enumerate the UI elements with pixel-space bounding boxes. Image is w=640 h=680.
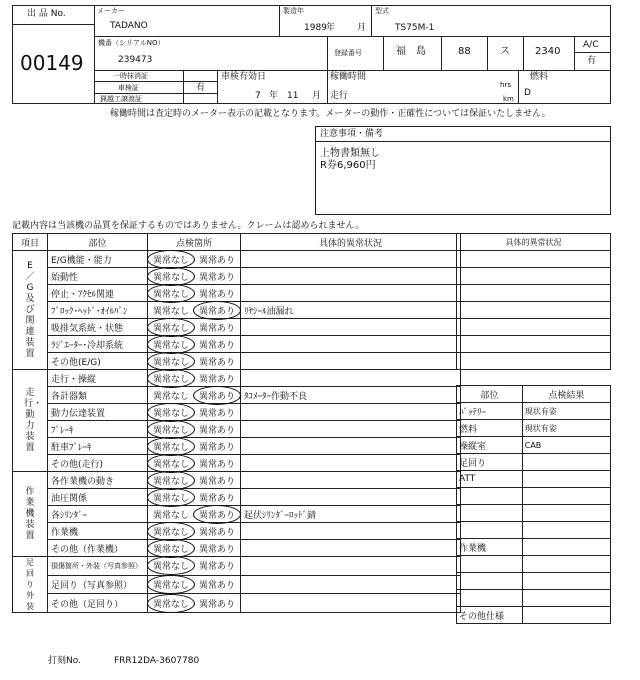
part-cell <box>48 557 148 576</box>
part-cell <box>48 404 148 421</box>
check-ok-option[interactable]: 異常なし <box>148 440 194 453</box>
part-cell <box>48 472 148 489</box>
part-name: 各ｼﾘﾝﾀﾞｰ <box>51 510 88 521</box>
detail-cell <box>241 370 461 387</box>
part-name: 吸排気系統・状態 <box>51 323 124 334</box>
table-row <box>13 251 461 268</box>
registration-number: 2340 <box>535 46 561 57</box>
check-ng-option[interactable]: 異常あり <box>194 304 240 317</box>
check-cell <box>148 575 241 594</box>
valid-date-label: 車検有効日 <box>221 72 267 82</box>
detail-text: ﾘﾔｼｰﾙ油漏れ <box>244 306 294 317</box>
part-cell <box>48 575 148 594</box>
check-ok-option[interactable]: 異常なし <box>148 372 194 385</box>
check-cell <box>148 540 241 557</box>
part-name: その他（作業機） <box>51 544 124 555</box>
check-ng-option[interactable]: 異常あり <box>198 493 235 504</box>
right-detail-cell <box>457 268 611 285</box>
check-ok-option[interactable]: 異常なし <box>148 355 194 368</box>
maker-value: TADANO <box>110 21 148 31</box>
check-ng-option[interactable]: 異常あり <box>198 323 235 334</box>
right-detail-cell <box>457 319 611 336</box>
right-detail-row <box>457 268 611 285</box>
group-title <box>13 472 48 557</box>
check-ok-option[interactable]: 異常なし <box>148 578 194 591</box>
part-result-table <box>456 385 611 624</box>
check-ok-option[interactable]: 異常なし <box>152 510 189 521</box>
detail-text: ﾀｺﾒｰﾀｰ作動不良 <box>244 391 308 402</box>
group-title-text: E／G及び関連装置 <box>25 260 35 359</box>
result-row <box>457 403 611 420</box>
detail-cell <box>241 540 461 557</box>
temp-cert-label: 一時抹消証 <box>113 72 148 80</box>
group-title-text: 足回り外装 <box>26 558 34 611</box>
check-cell <box>148 438 241 455</box>
table-row <box>13 421 461 438</box>
year-value: 1989 <box>304 23 327 33</box>
right-detail-cell <box>457 353 611 370</box>
check-cell <box>148 594 241 613</box>
check-ng-option[interactable]: 異常あり <box>198 289 235 300</box>
result-value <box>522 590 610 607</box>
check-ng-option[interactable]: 異常あり <box>198 357 235 368</box>
registration-label: 登録番号 <box>334 49 362 57</box>
month-unit: 月 <box>357 23 367 33</box>
result-value <box>522 607 610 624</box>
remarks-label: 注意事項・備考 <box>320 129 384 139</box>
check-ok-option[interactable]: 異常なし <box>148 287 194 300</box>
detail-cell <box>241 575 461 594</box>
check-ng-option[interactable]: 異常あり <box>198 272 235 283</box>
right-detail-cell <box>457 251 611 268</box>
result-value: CAB <box>522 437 610 454</box>
part-cell <box>48 455 148 472</box>
detail-cell <box>241 438 461 455</box>
part-name: 駐車ﾌﾞﾚｰｷ <box>51 442 92 453</box>
result-value <box>522 505 610 522</box>
check-ng-option[interactable]: 異常あり <box>198 255 235 266</box>
stamp-value: FRR12DA-3607780 <box>114 656 200 666</box>
check-ok-option[interactable]: 異常なし <box>152 391 189 402</box>
detail-cell <box>241 455 461 472</box>
lot-number: 00149 <box>20 51 84 75</box>
part-name: 走行・操縦 <box>51 374 97 385</box>
right-detail-table <box>456 233 611 370</box>
part-name: 損傷箇所・外装（写真参照） <box>51 561 142 570</box>
inspection-table <box>12 233 461 613</box>
part-name: E/G機能・能力 <box>51 255 112 266</box>
result-row <box>457 539 611 556</box>
table-row <box>13 336 461 353</box>
col-result-value: 点検結果 <box>522 386 610 403</box>
part-cell <box>48 370 148 387</box>
check-ng-option[interactable]: 異常あり <box>198 527 235 538</box>
part-cell <box>48 421 148 438</box>
result-part: 足回り <box>457 454 523 471</box>
result-row <box>457 454 611 471</box>
check-ok-option[interactable]: 異常なし <box>148 491 194 504</box>
check-ok-option[interactable]: 異常なし <box>148 270 194 283</box>
check-ok-option[interactable]: 異常なし <box>148 457 194 470</box>
inspection-cert-label: 車検証 <box>118 84 139 92</box>
table-row <box>13 302 461 319</box>
fuel-value: D <box>524 88 531 98</box>
check-ok-option[interactable]: 異常なし <box>148 321 194 334</box>
result-value <box>522 522 610 539</box>
remarks-line-1: 上物書類無し <box>320 148 380 159</box>
col-check: 点検箇所 <box>148 234 241 251</box>
inspection-cert-value: 有 <box>196 83 206 93</box>
result-part: 作業機 <box>457 539 523 556</box>
result-row <box>457 522 611 539</box>
detail-cell <box>241 489 461 506</box>
check-ng-option[interactable]: 異常あり <box>194 508 240 521</box>
part-name: 動力伝達装置 <box>51 408 106 419</box>
registration-area: 福 島 <box>396 46 426 57</box>
check-cell <box>148 404 241 421</box>
registration-class: 88 <box>458 46 471 57</box>
part-cell <box>48 489 148 506</box>
check-cell <box>148 251 241 268</box>
remarks-line-2: R券6,960円 <box>320 160 376 171</box>
model-label: 型式 <box>375 7 389 15</box>
table-row <box>13 319 461 336</box>
part-cell <box>48 353 148 370</box>
result-row <box>457 471 611 488</box>
result-value: 現状有姿 <box>522 403 610 420</box>
detail-cell <box>241 319 461 336</box>
check-cell <box>148 489 241 506</box>
inspection-header-row <box>13 234 461 251</box>
part-name: 始動性 <box>51 272 79 283</box>
hours-label: 稼働時間 <box>330 72 367 82</box>
result-part: 操縦室 <box>457 437 523 454</box>
table-row <box>13 506 461 523</box>
table-row <box>13 387 461 404</box>
result-part: 燃料 <box>457 420 523 437</box>
check-cell <box>148 506 241 523</box>
detail-cell <box>241 268 461 285</box>
result-row <box>457 488 611 505</box>
col-part: 部位 <box>48 234 148 251</box>
check-ok-option[interactable]: 異常なし <box>148 542 194 555</box>
stamp-label: 打刻No. <box>48 656 81 666</box>
result-part: ﾊﾞｯﾃﾘｰ <box>457 403 523 420</box>
check-cell <box>148 319 241 336</box>
check-cell <box>148 421 241 438</box>
check-cell <box>148 285 241 302</box>
result-value <box>522 471 610 488</box>
detail-cell <box>241 336 461 353</box>
check-cell <box>148 523 241 540</box>
table-row <box>13 268 461 285</box>
table-row <box>13 557 461 576</box>
table-row <box>13 455 461 472</box>
right-detail-title: 具体的異常状況 <box>457 234 611 251</box>
part-cell <box>48 506 148 523</box>
part-name: 油圧関係 <box>51 493 88 504</box>
check-ng-option[interactable]: 異常あり <box>198 408 235 419</box>
check-ng-option[interactable]: 異常あり <box>198 425 235 436</box>
right-detail-cell <box>457 285 611 302</box>
part-cell <box>48 523 148 540</box>
check-ok-option[interactable]: 異常なし <box>148 597 194 610</box>
check-ok-option[interactable]: 異常なし <box>148 253 194 266</box>
check-ok-option[interactable]: 異常なし <box>148 525 194 538</box>
check-cell <box>148 455 241 472</box>
fuel-label: 燃料 <box>530 72 549 82</box>
result-part <box>457 556 523 573</box>
table-row <box>13 285 461 302</box>
registration-kana: ス <box>500 46 510 57</box>
part-name: その他(E/G) <box>51 357 101 368</box>
col-item: 項目 <box>13 234 48 251</box>
right-detail-row <box>457 285 611 302</box>
check-ng-option[interactable]: 異常あり <box>198 374 235 385</box>
table-row <box>13 594 461 613</box>
year-label: 製造年 <box>283 7 304 15</box>
valid-month-unit: 月 <box>312 91 322 101</box>
part-name: ﾌﾞﾛｯｸ･ﾍｯﾄﾞ･ｵｲﾙﾊﾟﾝ <box>51 306 128 317</box>
check-ok-option[interactable]: 異常なし <box>148 559 194 572</box>
lot-label: 出 品 No. <box>27 9 66 19</box>
table-row <box>13 489 461 506</box>
run-label: 走行 <box>330 91 349 101</box>
maker-label: メーカー <box>97 7 125 15</box>
right-detail-row <box>457 319 611 336</box>
result-value <box>522 454 610 471</box>
right-detail-row <box>457 251 611 268</box>
check-cell <box>148 387 241 404</box>
part-name: 各計器類 <box>51 391 88 402</box>
part-name: 各作業機の動き <box>51 476 115 487</box>
detail-cell <box>241 387 461 404</box>
table-row <box>13 404 461 421</box>
result-row <box>457 505 611 522</box>
group-title-text: 作業機装置 <box>25 486 35 541</box>
result-row <box>457 437 611 454</box>
part-cell <box>48 540 148 557</box>
check-ng-option[interactable]: 異常あり <box>198 476 235 487</box>
table-row <box>13 472 461 489</box>
result-part <box>457 573 523 590</box>
meter-note: 稼働時間は査定時のメーター表示の記載となります。メーターの動作・正確性については保証いたしません。 <box>110 109 551 119</box>
detail-cell <box>241 523 461 540</box>
part-cell <box>48 387 148 404</box>
detail-cell <box>241 472 461 489</box>
right-detail-row <box>457 302 611 319</box>
part-name: ﾗｼﾞｴｰﾀｰ･冷却系統 <box>51 340 124 351</box>
part-cell <box>48 319 148 336</box>
detail-cell <box>241 557 461 576</box>
part-cell <box>48 251 148 268</box>
check-ng-option[interactable]: 異常あり <box>198 544 235 555</box>
check-ng-option[interactable]: 異常あり <box>198 599 235 610</box>
group-title <box>13 557 48 613</box>
part-name: その他（足回り） <box>51 599 124 610</box>
serial-label: 機番（シリアルNO） <box>98 39 165 47</box>
ac-label: A/C <box>583 40 599 50</box>
group-title <box>13 370 48 472</box>
part-cell <box>48 594 148 613</box>
detail-cell <box>241 594 461 613</box>
ac-value: 有 <box>587 56 597 66</box>
part-name: 作業機 <box>51 527 79 538</box>
check-ok-option[interactable]: 異常なし <box>148 338 194 351</box>
result-value <box>522 488 610 505</box>
detail-text: 起伏ｼﾘﾝﾀﾞｰﾛｯﾄﾞ錆 <box>244 510 317 521</box>
part-cell <box>48 438 148 455</box>
check-cell <box>148 302 241 319</box>
check-ng-option[interactable]: 異常あり <box>198 562 235 573</box>
serial-value: 239473 <box>118 55 153 65</box>
detail-cell <box>241 506 461 523</box>
check-ng-option[interactable]: 異常あり <box>198 459 235 470</box>
check-cell <box>148 557 241 576</box>
table-row <box>13 353 461 370</box>
table-row <box>13 540 461 557</box>
col-detail: 具体的異常状況 <box>241 234 461 251</box>
result-part <box>457 488 523 505</box>
check-ok-option[interactable]: 異常なし <box>152 306 189 317</box>
plate-cert-label: 猟越工譲渡証 <box>100 95 142 103</box>
hrs-unit: hrs <box>500 81 511 89</box>
part-cell <box>48 285 148 302</box>
part-cell <box>48 268 148 285</box>
right-detail-row <box>457 336 611 353</box>
result-row <box>457 590 611 607</box>
right-detail-row <box>457 353 611 370</box>
part-cell <box>48 336 148 353</box>
valid-year-unit: 年 <box>269 91 279 101</box>
part-name: 足回り（写真参照） <box>51 580 133 591</box>
part-name: ﾌﾞﾚｰｷ <box>51 425 74 436</box>
col-result-part: 部位 <box>457 386 523 403</box>
group-title-text: 走行・動力装置 <box>24 387 43 453</box>
part-name: 停止・ｱｸｾﾙ関連 <box>51 289 115 300</box>
result-row <box>457 573 611 590</box>
result-row <box>457 556 611 573</box>
check-cell <box>148 268 241 285</box>
detail-cell <box>241 404 461 421</box>
result-value <box>522 556 610 573</box>
check-ng-option[interactable]: 異常あり <box>198 340 235 351</box>
check-cell <box>148 336 241 353</box>
detail-cell <box>241 302 461 319</box>
result-part <box>457 590 523 607</box>
disclaimer: 記載内容は当該機の品質を保証するものではありません。クレームは認められません。 <box>12 221 365 231</box>
result-value: 現状有姿 <box>522 420 610 437</box>
part-name: その他(走行) <box>51 459 104 470</box>
check-cell <box>148 472 241 489</box>
result-row <box>457 420 611 437</box>
table-row <box>13 523 461 540</box>
result-part <box>457 522 523 539</box>
check-cell <box>148 370 241 387</box>
group-title <box>13 251 48 370</box>
check-ng-option[interactable]: 異常あり <box>194 389 240 402</box>
right-detail-cell <box>457 302 611 319</box>
check-ng-option[interactable]: 異常あり <box>198 442 235 453</box>
result-part <box>457 505 523 522</box>
year-unit: 年 <box>326 23 336 33</box>
check-ng-option[interactable]: 異常あり <box>198 580 235 591</box>
result-row <box>457 607 611 624</box>
result-value <box>522 573 610 590</box>
valid-year: 7 <box>255 91 261 101</box>
result-part: その他仕様 <box>457 607 523 624</box>
result-value <box>522 539 610 556</box>
right-detail-cell <box>457 336 611 353</box>
model-value: TS75M-1 <box>395 23 435 33</box>
table-row <box>13 370 461 387</box>
check-ok-option[interactable]: 異常なし <box>148 406 194 419</box>
part-cell <box>48 302 148 319</box>
check-ok-option[interactable]: 異常なし <box>148 474 194 487</box>
detail-cell <box>241 353 461 370</box>
table-row <box>13 575 461 594</box>
km-unit: km <box>503 95 514 103</box>
detail-cell <box>241 285 461 302</box>
table-row <box>13 438 461 455</box>
valid-month: 11 <box>287 91 299 101</box>
detail-cell <box>241 421 461 438</box>
check-cell <box>148 353 241 370</box>
check-ok-option[interactable]: 異常なし <box>148 423 194 436</box>
detail-cell <box>241 251 461 268</box>
result-part: ATT <box>457 471 523 488</box>
